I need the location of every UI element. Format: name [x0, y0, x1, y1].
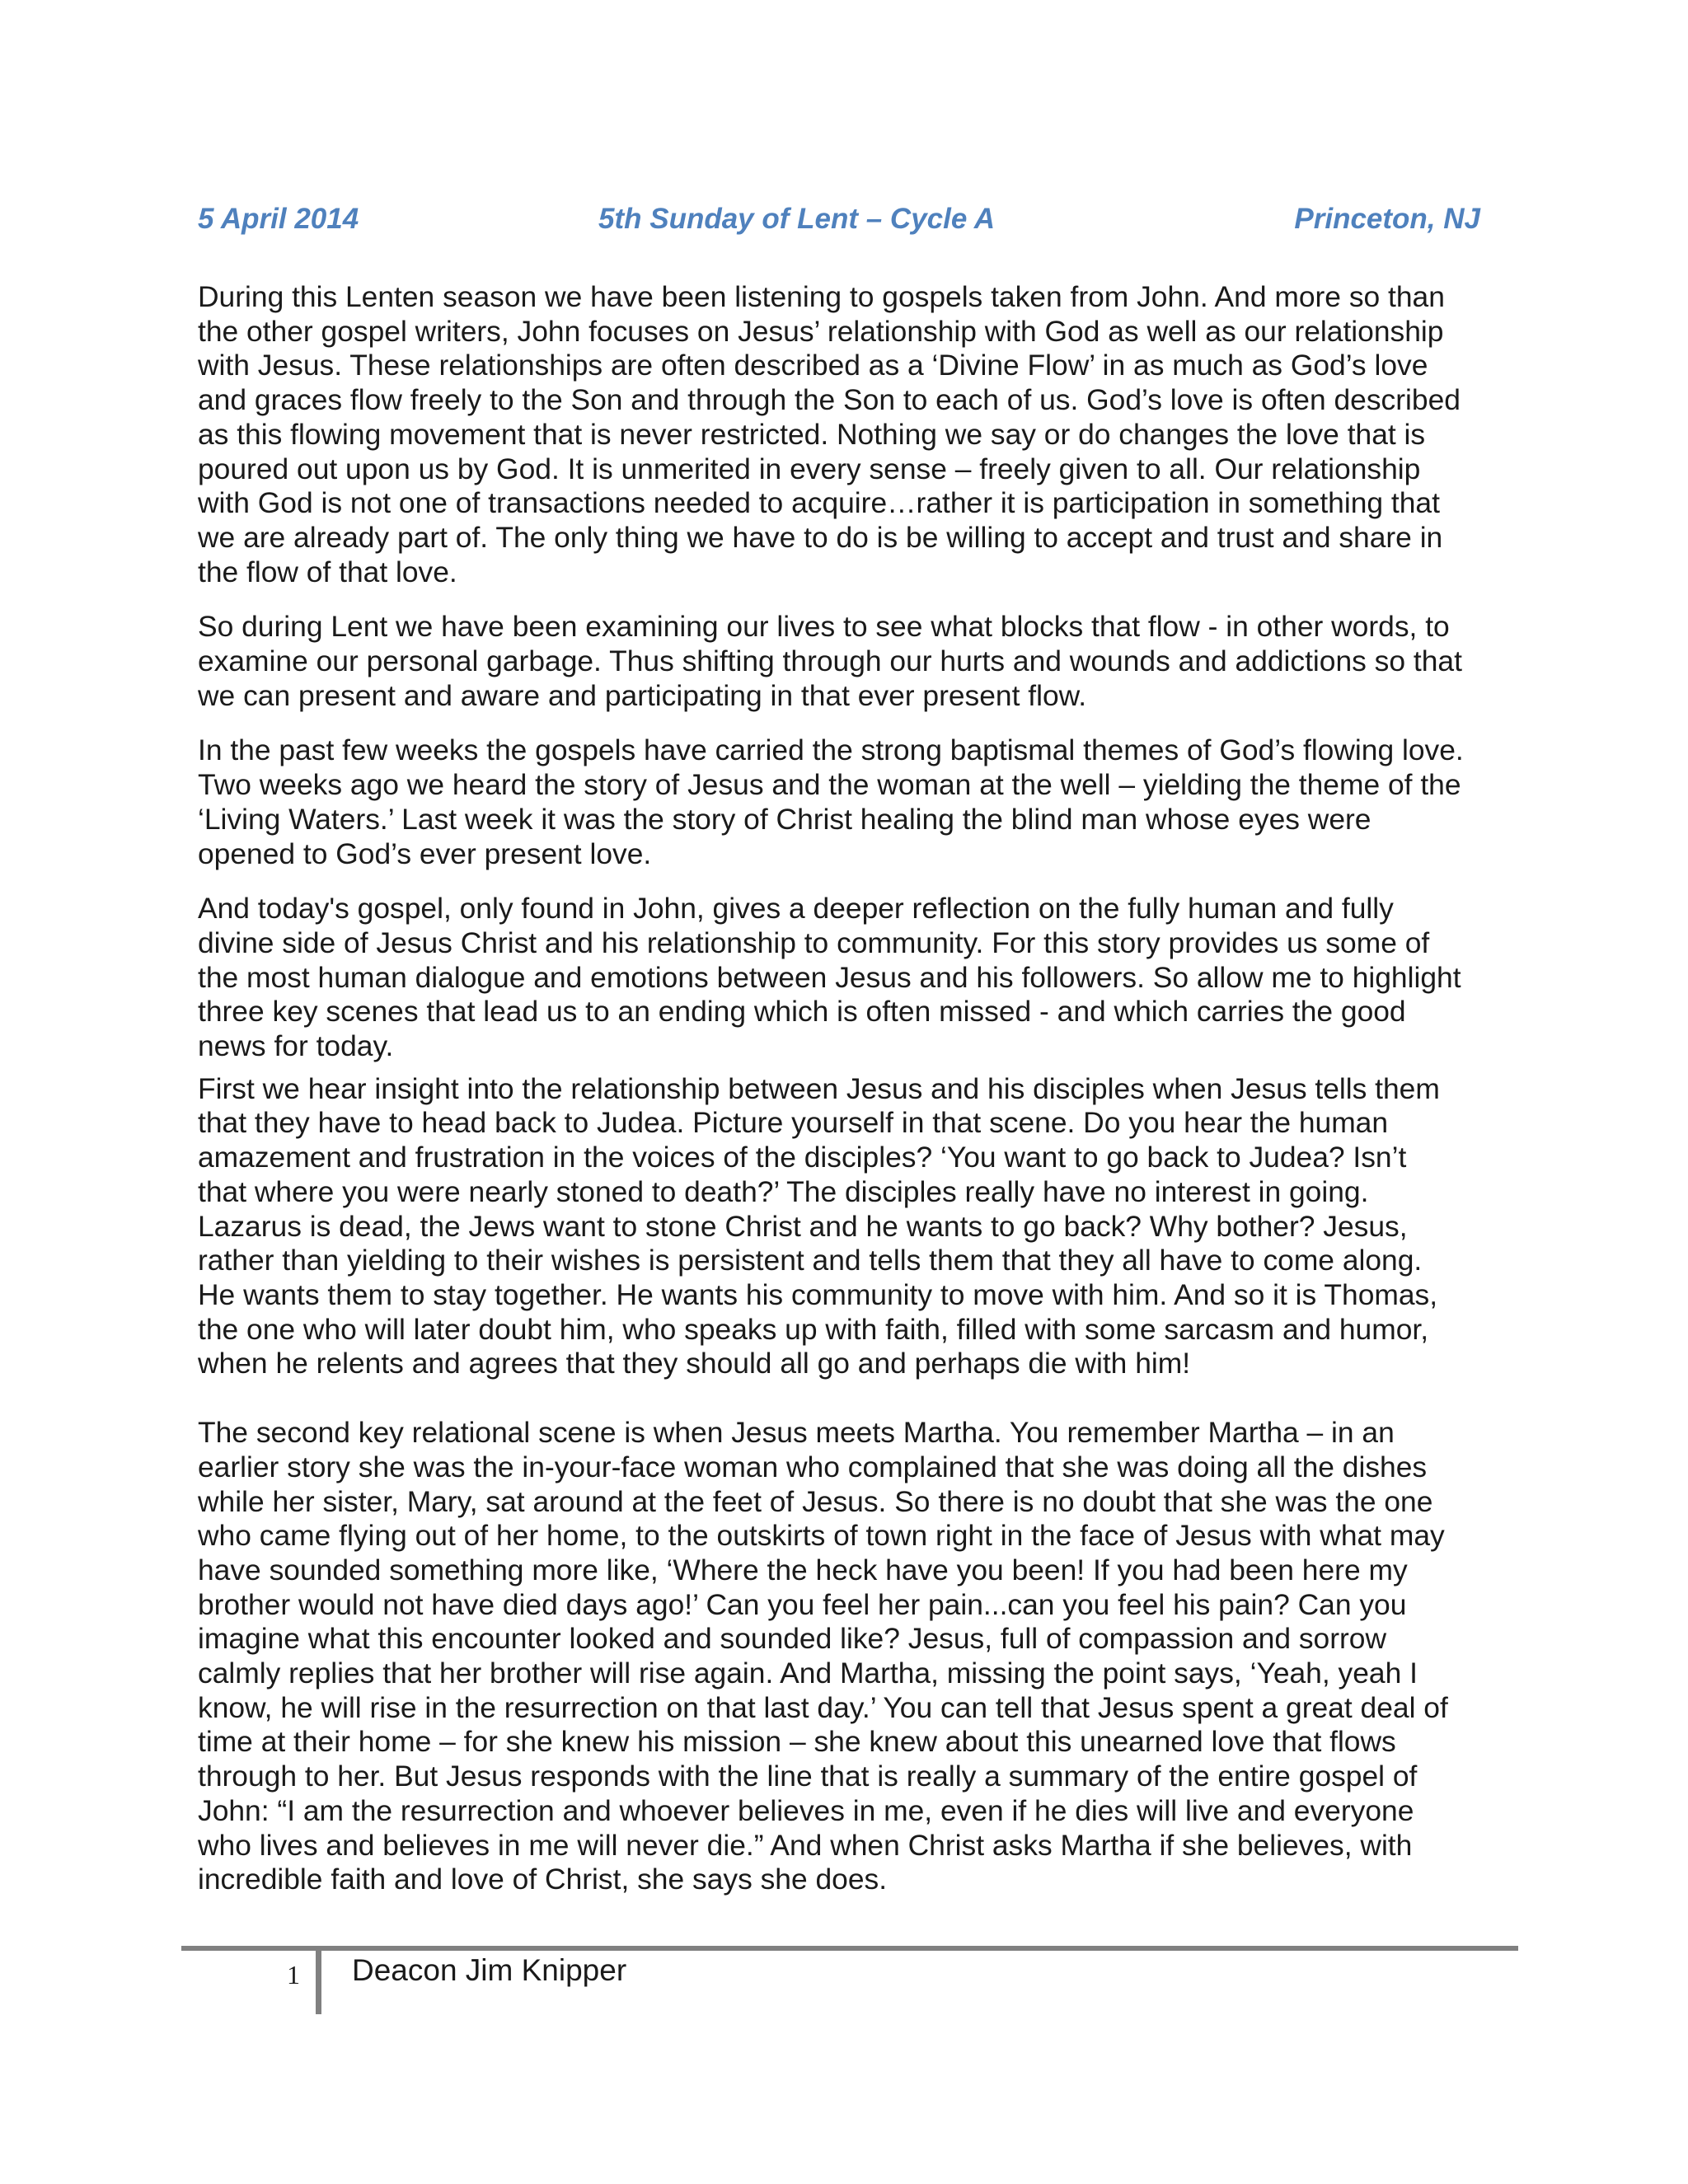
text-line: have sounded something more like, ‘Where the heck have you been! If you had been here my: [198, 1553, 1408, 1586]
text-line: the most human dialogue and emotions between Jesus and his followers. So allow me to highlight: [198, 960, 1461, 994]
text-line: when he relents and agrees that they should all go and perhaps die with him!: [198, 1347, 1191, 1380]
text-line: the other gospel writers, John focuses on Jesus’ relationship with God as well as our relationship: [198, 314, 1444, 348]
text-line: So during Lent we have been examining our lives to see what blocks that flow - in other words, to: [198, 610, 1450, 644]
header-place: Princeton, NJ: [1294, 203, 1480, 235]
text-line: with Jesus. These relationships are often described as a ‘Divine Flow’ in as much as God’s love: [198, 349, 1428, 382]
text-line: news for today.: [198, 1029, 394, 1063]
text-line: And today's gospel, only found in John, gives a deeper reflection on the fully human and fully: [198, 892, 1394, 926]
text-line: we can present and aware and participating in that ever present flow.: [198, 678, 1087, 712]
text-line: while her sister, Mary, sat around at the feet of Jesus. So there is no doubt that she was the one: [198, 1484, 1433, 1518]
text-line: that where you were nearly stoned to death?’ The disciples really have no interest in going.: [198, 1174, 1369, 1208]
text-line: poured out upon us by God. It is unmerited in every sense – freely given to all. Our relationship: [198, 452, 1421, 485]
text-line: time at their home – for she knew his mission – she knew about this unearned love that flows: [198, 1725, 1396, 1759]
text-line: examine our personal garbage. Thus shifting through our hurts and wounds and addictions so that: [198, 644, 1462, 678]
text-line: earlier story she was the in-your-face woman who complained that she was doing all the dishes: [198, 1450, 1428, 1483]
text-line: rather than yielding to their wishes is persistent and tells them that they all have to come along.: [198, 1244, 1423, 1277]
text-line: through to her. But Jesus responds with the line that is really a summary of the entire gospel of: [198, 1760, 1418, 1793]
text-line: calmly replies that her brother will rise again. And Martha, missing the point says, ‘Yeah, yeah I: [198, 1657, 1418, 1690]
text-line: who came flying out of her home, to the outskirts of town right in the face of Jesus with what may: [198, 1519, 1445, 1553]
page-number: 1: [287, 1960, 300, 1990]
text-line: divine side of Jesus Christ and his relationship to community. For this story provides us some of: [198, 926, 1430, 959]
text-line: The second key relational scene is when Jesus meets Martha. You remember Martha – in an: [198, 1416, 1395, 1450]
text-line: who lives and believes in me will never die.” And when Christ asks Martha if she believes, with: [198, 1828, 1413, 1862]
paragraph-3: [198, 733, 1500, 871]
text-line: with God is not one of transactions needed to acquire…rather it is participation in something that: [198, 486, 1440, 520]
footer-vertical-bar: [316, 1950, 321, 2014]
header-date: 5 April 2014: [198, 203, 359, 235]
paragraph-4: [198, 892, 1500, 1064]
text-line: the flow of that love.: [198, 555, 457, 588]
homily-body: [198, 280, 1500, 1897]
paragraph-5: [198, 1072, 1500, 1381]
text-line: that they have to head back to Judea. Picture yourself in that scene. Do you hear the human: [198, 1106, 1389, 1140]
footer-divider: [181, 1946, 1518, 1951]
text-line: we are already part of. The only thing we have to do is be willing to accept and trust and share in: [198, 520, 1443, 554]
text-line: opened to God’s ever present love.: [198, 837, 652, 870]
header-title: 5th Sunday of Lent – Cycle A: [598, 203, 996, 235]
text-line: Lazarus is dead, the Jews want to stone Christ and he wants to go back? Why bother? Jesus,: [198, 1209, 1408, 1243]
text-line: John: “I am the resurrection and whoever believes in me, even if he dies will live and everyone: [198, 1793, 1414, 1827]
text-line: First we hear insight into the relationship between Jesus and his disciples when Jesus tells them: [198, 1071, 1440, 1105]
text-line: imagine what this encounter looked and sounded like? Jesus, full of compassion and sorrow: [198, 1622, 1387, 1656]
text-line: know, he will rise in the resurrection on that last day.’ You can tell that Jesus spent a great deal of: [198, 1690, 1448, 1724]
text-line: as this flowing movement that is never restricted. Nothing we say or do changes the love that is: [198, 417, 1426, 451]
text-line: He wants them to stay together. He wants his community to move with him. And so it is Thomas,: [198, 1277, 1438, 1311]
paragraph-2: [198, 610, 1500, 713]
text-line: and graces flow freely to the Son and through the Son to each of us. God’s love is often described: [198, 383, 1461, 417]
text-line: Two weeks ago we heard the story of Jesus and the woman at the well – yielding the theme of the: [198, 768, 1461, 802]
footer-author: Deacon Jim Knipper: [352, 1953, 627, 1987]
paragraph-6: [198, 1416, 1500, 1897]
text-line: In the past few weeks the gospels have carried the strong baptismal themes of God’s flowing love.: [198, 733, 1464, 767]
text-line: ‘Living Waters.’ Last week it was the story of Christ healing the blind man whose eyes were: [198, 802, 1372, 836]
text-line: three key scenes that lead us to an ending which is often missed - and which carries the good: [198, 995, 1406, 1029]
text-line: brother would not have died days ago!’ Can you feel her pain...can you feel his pain? Can you: [198, 1587, 1407, 1621]
text-line: incredible faith and love of Christ, she says she does.: [198, 1863, 888, 1896]
text-line: During this Lenten season we have been listening to gospels taken from John. And more so than: [198, 280, 1445, 313]
paragraph-1: [198, 280, 1500, 589]
page-header: [198, 203, 1480, 244]
text-line: amazement and frustration in the voices of the disciples? ‘You want to go back to Judea? Isn’t: [198, 1141, 1407, 1174]
text-line: the one who will later doubt him, who speaks up with faith, filled with some sarcasm and humor,: [198, 1312, 1429, 1346]
